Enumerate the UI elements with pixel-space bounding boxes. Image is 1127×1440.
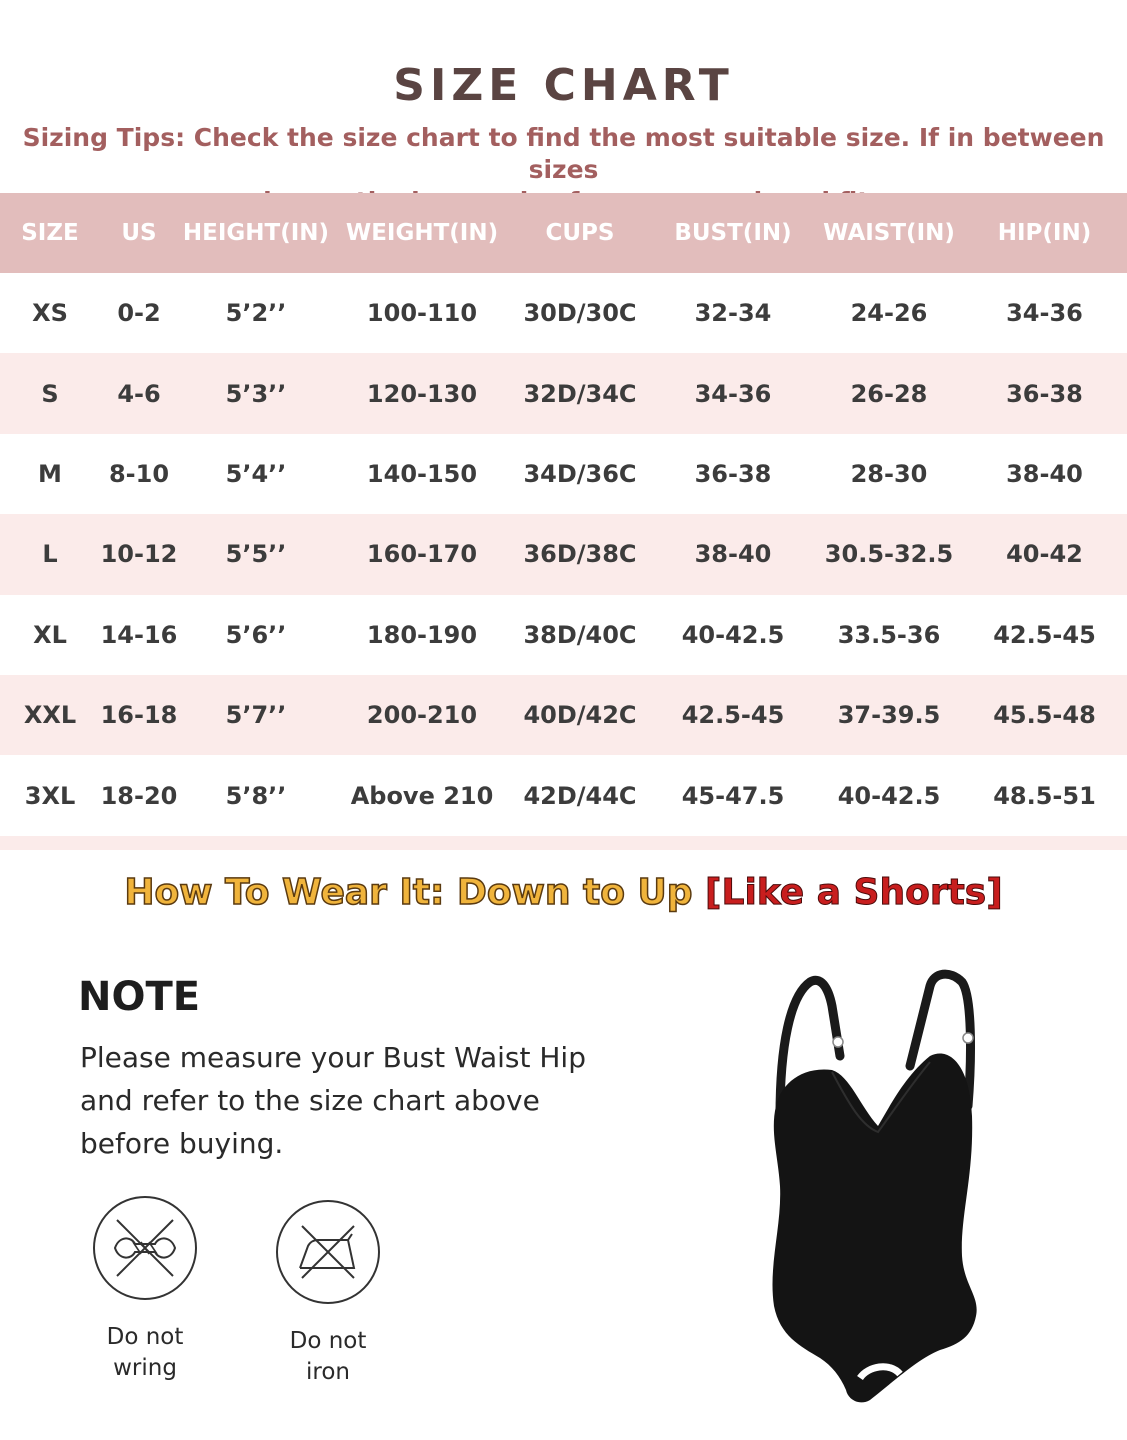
- table-cell: 42D/44C: [523, 781, 637, 810]
- table-cell: 32D/34C: [523, 379, 637, 408]
- table-cell: 36D/38C: [523, 540, 637, 569]
- care-label: [70, 1322, 220, 1384]
- table-cell: 3XL: [24, 781, 76, 810]
- table-cell: 40D/42C: [523, 701, 637, 730]
- table-row: [0, 755, 1127, 835]
- table-cell: 45.5-48: [993, 701, 1096, 730]
- care-item-no-wring: [70, 1196, 220, 1384]
- table-cell: 180-190: [366, 620, 478, 649]
- table-cell: 42.5-45: [681, 701, 785, 730]
- care-label-line-2: wring: [113, 1355, 177, 1381]
- table-cell: 28-30: [850, 459, 928, 488]
- table-cell: 36-38: [694, 459, 772, 488]
- how-to-wear-accent: [Like a Shorts]: [705, 872, 1003, 913]
- table-cell: XL: [33, 620, 67, 649]
- no-wring-icon: [93, 1196, 197, 1300]
- table-cell: 16-18: [100, 701, 178, 730]
- table-cell: 160-170: [366, 540, 478, 569]
- bodysuit-image: [740, 966, 990, 1410]
- table-cell: 140-150: [366, 459, 478, 488]
- table-cell: 120-130: [366, 379, 478, 408]
- no-iron-icon: [276, 1200, 380, 1304]
- table-cell: 38-40: [694, 540, 772, 569]
- care-item-no-iron: [253, 1200, 403, 1388]
- table-cell: 5’8’’: [225, 781, 287, 810]
- table-cell: 34-36: [694, 379, 772, 408]
- sizing-tips-line-1: Sizing Tips: Check the size chart to find the most suitable size. If in between sizes: [22, 123, 1105, 184]
- care-label-line-1: Do not: [106, 1324, 184, 1350]
- table-cell: 33.5-36: [837, 620, 941, 649]
- table-cell: 4-6: [117, 379, 161, 408]
- how-to-wear-main: How To Wear It: Down to Up: [124, 872, 693, 913]
- header-cups: CUPS: [545, 220, 615, 246]
- header-hip: HIP(IN): [997, 220, 1092, 246]
- table-cell: 8-10: [108, 459, 170, 488]
- size-table: [0, 193, 1127, 850]
- table-cell: 200-210: [366, 701, 478, 730]
- header-height: HEIGHT(IN): [182, 220, 330, 246]
- table-cell: 38-40: [1006, 459, 1083, 488]
- table-cell: 0-2: [117, 299, 161, 328]
- header-bust: BUST(IN): [674, 220, 792, 246]
- table-cell: 34-36: [1006, 299, 1083, 328]
- table-cell: 30D/30C: [523, 299, 637, 328]
- table-cell: 37-39.5: [837, 701, 941, 730]
- table-row: [0, 675, 1127, 755]
- table-row: [0, 434, 1127, 514]
- table-cell: 18-20: [100, 781, 178, 810]
- note-title: NOTE: [78, 974, 201, 1020]
- care-label-line-2: iron: [306, 1359, 350, 1385]
- table-cell: XS: [32, 299, 68, 328]
- table-cell: Above 210: [350, 781, 494, 810]
- note-body: [80, 1036, 640, 1165]
- table-cell: 48.5-51: [993, 781, 1096, 810]
- table-cell: 14-16: [100, 620, 178, 649]
- table-cell: 38D/40C: [523, 620, 637, 649]
- table-cell: 5’7’’: [225, 701, 287, 730]
- table-cell: 30.5-32.5: [824, 540, 954, 569]
- table-row: [0, 273, 1127, 353]
- table-row: [0, 353, 1127, 433]
- table-cell: 36-38: [1006, 379, 1083, 408]
- header-weight: WEIGHT(IN): [345, 220, 499, 246]
- table-cell: 40-42.5: [837, 781, 941, 810]
- page-title: SIZE CHART: [393, 60, 734, 111]
- table-cell: 24-26: [850, 299, 928, 328]
- table-cell: 42.5-45: [993, 620, 1096, 649]
- table-cell: 5’3’’: [225, 379, 287, 408]
- table-cell: 40-42.5: [681, 620, 785, 649]
- table-cell: S: [41, 379, 59, 408]
- note-line-1: Please measure your Bust Waist Hip: [80, 1041, 586, 1074]
- table-bottom-band: [0, 836, 1127, 850]
- note-line-3: before buying.: [80, 1127, 284, 1160]
- table-row: [0, 514, 1127, 594]
- table-cell: L: [42, 540, 58, 569]
- table-cell: 34D/36C: [523, 459, 637, 488]
- table-cell: M: [38, 459, 62, 488]
- header-us: US: [121, 220, 157, 246]
- note-line-2: and refer to the size chart above: [80, 1084, 540, 1117]
- table-cell: 40-42: [1006, 540, 1083, 569]
- table-cell: 45-47.5: [681, 781, 785, 810]
- table-cell: 5’2’’: [225, 299, 287, 328]
- how-to-wear-heading: [0, 872, 1127, 913]
- table-header-row: [0, 193, 1127, 273]
- table-cell: 5’5’’: [225, 540, 287, 569]
- table-row: [0, 595, 1127, 675]
- table-cell: 32-34: [694, 299, 772, 328]
- table-cell: 5’4’’: [225, 459, 287, 488]
- table-cell: XXL: [23, 701, 77, 730]
- table-cell: 100-110: [366, 299, 478, 328]
- table-cell: 10-12: [100, 540, 178, 569]
- header-waist: WAIST(IN): [823, 220, 955, 246]
- header-size: SIZE: [21, 220, 79, 246]
- table-cell: 5’6’’: [225, 620, 287, 649]
- care-label-line-1: Do not: [289, 1328, 367, 1354]
- care-label: [253, 1326, 403, 1388]
- table-cell: 26-28: [850, 379, 928, 408]
